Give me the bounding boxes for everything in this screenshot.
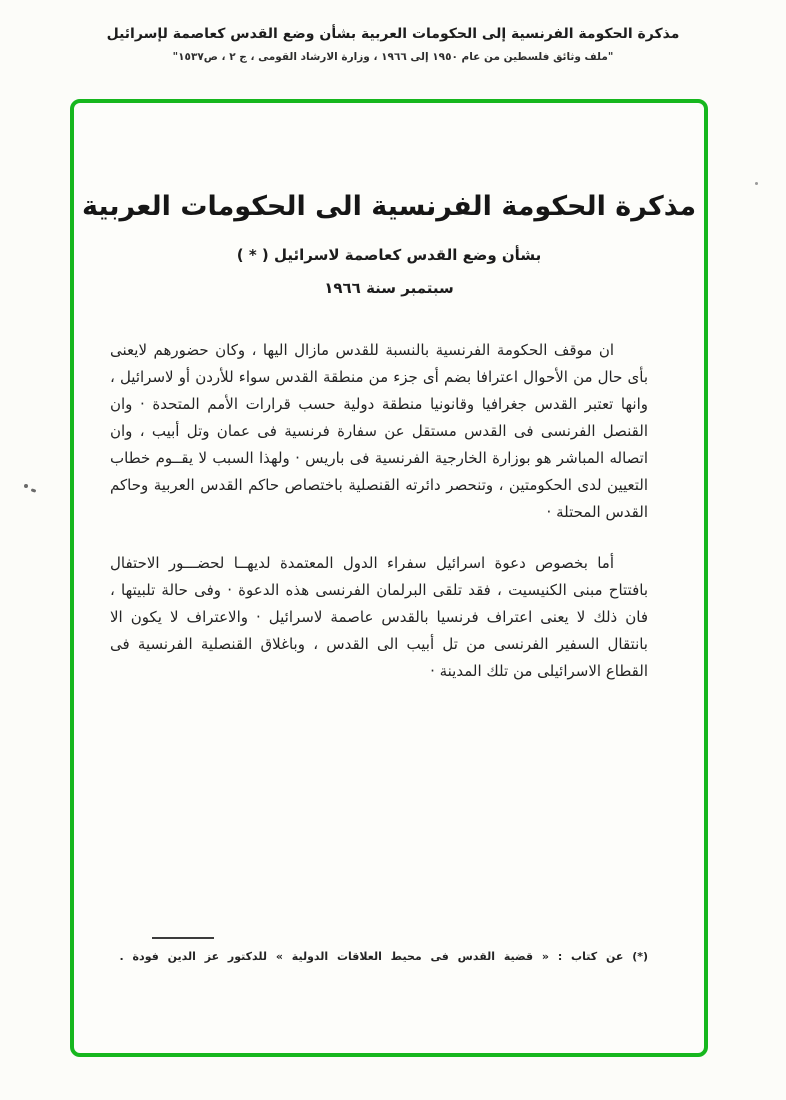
scan-artifact (24, 484, 28, 488)
document-title: مذكرة الحكومة الفرنسية الى الحكومات العربية (81, 191, 697, 222)
document-date: سبتمبر سنة ١٩٦٦ (324, 279, 454, 297)
paragraph-1: ان موقف الحكومة الفرنسية بالنسبة للقدس مازال اليها ، وكان حضورهم لايعنى بأى حال من الأحوال اعترافا بضم أى جزء من منطقة القدس سواء للأردن أو لاسرائيل ، وانها تعتبر القدس جغرافيا وقانونيا منطقة دولية حسب قرارات الأمم المتحدة · وان القنصل الفرنسى فى القدس مستقل عن سفارة فرنسية فى عمان وتل أبيب ، وان اتصاله المباشر هو بوزارة الخارجية الفرنسية فى باريس · ولهذا السبب لا يقــوم خطاب التعيين لدى الحكومتين ، وتنحصر دائرته القنصلية باختصاص حاكم القدس العربية وحاكم القدس المحتلة · (110, 341, 648, 521)
paragraph-2: أما بخصوص دعوة اسرائيل سفراء الدول المعتمدة لديهــا لحضـــور الاحتفال بافتتاح مبنى الكنيسيت ، فقد تلقى البرلمان الفرنسى هذه الدعوة · وفى حالة تلبيتها ، فان ذلك لا يعنى اعتراف فرنسيا بالقدس عاصمة لاسرائيل · والاعتراف لا يكون الا بانتقال السفير الفرنسى من تل أبيب الى القدس ، وباغلاق القنصلية الفرنسية فى القطاع الاسرائيلى من تلك المدينة · (110, 554, 648, 680)
header-source-citation: "ملف وثائق فلسطين من عام ١٩٥٠ إلى ١٩٦٦ ، وزارة الارشاد القومى ، ج ٢ ، ص١٥٣٧" (172, 51, 614, 63)
scan-artifact (31, 488, 37, 493)
footnote-separator (152, 937, 214, 939)
footnote (110, 950, 648, 963)
footnote-text: (*) عن كتاب : « قضية القدس فى محيط العلاقات الدولية » للدكتور عز الدين فودة . (119, 950, 648, 963)
document-subtitle: بشأن وضع القدس كعاصمة لاسرائيل ( * ) (236, 246, 542, 264)
document-body (110, 337, 648, 685)
header-document-title: مذكرة الحكومة الفرنسية إلى الحكومات العربية بشأن وضع القدس كعاصمة لإسرائيل (106, 26, 680, 42)
page-header (0, 26, 786, 63)
scan-artifact (755, 182, 758, 185)
document-frame (70, 99, 708, 1057)
